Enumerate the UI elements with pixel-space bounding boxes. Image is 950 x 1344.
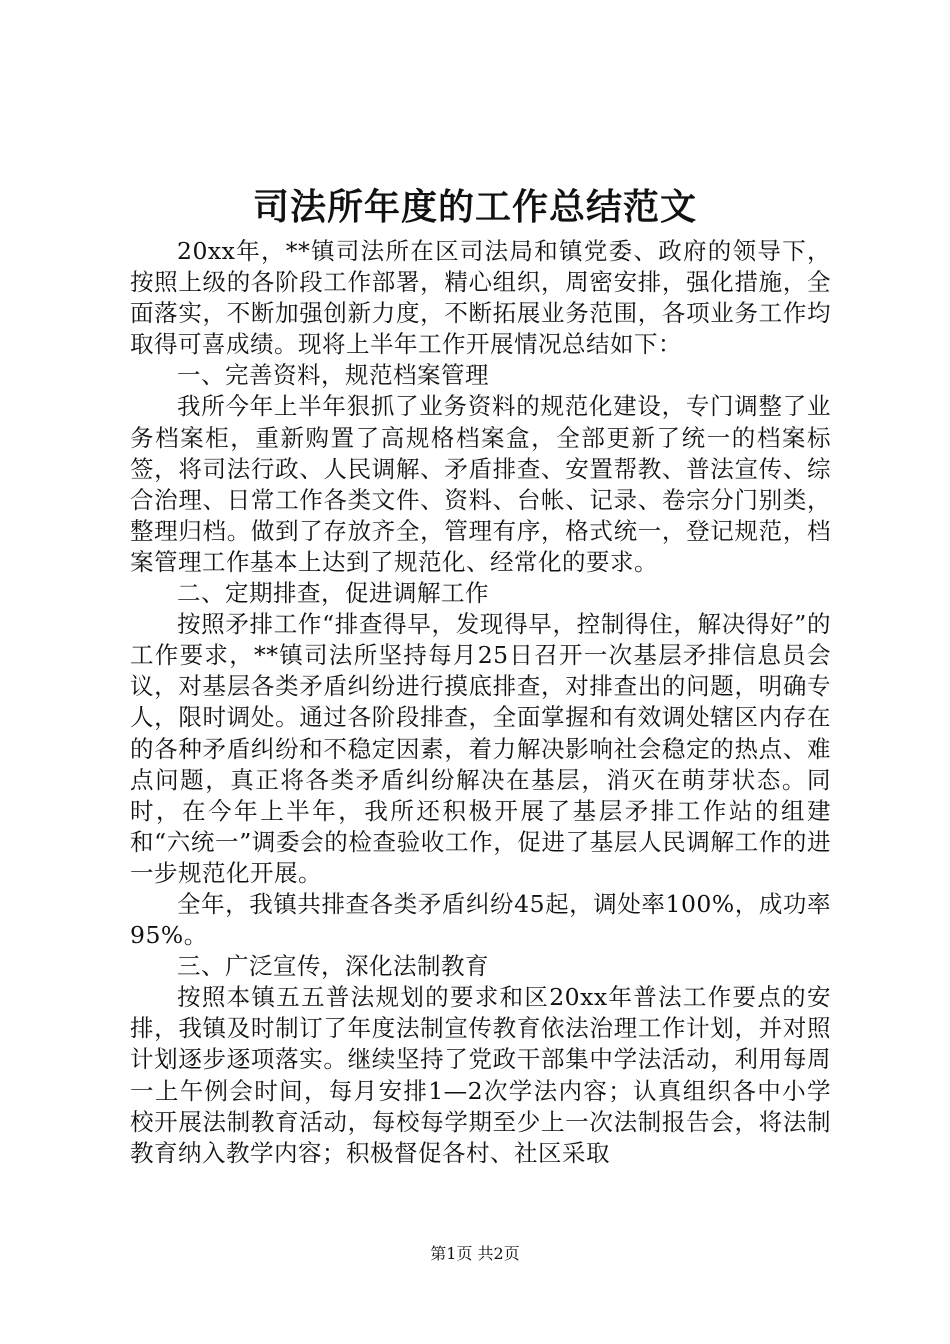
page-footer <box>0 1244 950 1264</box>
document-title: 司法所年度的工作总结范文 <box>252 186 697 228</box>
page-number: 第1页 共2页 <box>430 1244 520 1263</box>
intro-paragraph: 20xx年，**镇司法所在区司法局和镇党委、政府的领导下，按照上级的各阶段工作部署，精心组织，周密安排，强化措施，全面落实，不断加强创新力度，不断拓展业务范围，各项业务工作均取得可喜成绩。现将上半年工作开展情况总结如下： <box>130 237 831 359</box>
section-2-statistics-paragraph: 全年，我镇共排查各类矛盾纠纷45起，调处率100%，成功率95%。 <box>130 889 831 950</box>
document-body <box>130 236 831 1169</box>
section-1-paragraph: 我所今年上半年狠抓了业务资料的规范化建设，专门调整了业务档案柜，重新购置了高规格档案盒，全部更新了统一的档案标签，将司法行政、人民调解、矛盾排查、安置帮教、普法宣传、综合治理、日常工作各类文件、资料、台帐、记录、卷宗分门别类，整理归档。做到了存放齐全，管理有序，格式统一，登记规范，档案管理工作基本上达到了规范化、经常化的要求。 <box>130 392 831 576</box>
section-3-paragraph: 按照本镇五五普法规划的要求和区20xx年普法工作要点的安排，我镇及时制订了年度法制宣传教育依法治理工作计划，并对照计划逐步逐项落实。继续坚持了党政干部集中学法活动，利用每周一上午例会时间，每月安排1—2次学法内容；认真组织各中小学校开展法制教育活动，每校每学期至少上一次法制报告会，将法制教育纳入教学内容；积极督促各村、社区采取 <box>130 983 831 1167</box>
section-2-paragraph: 按照矛排工作“排查得早，发现得早，控制得住，解决得好”的工作要求，**镇司法所坚持每月25日召开一次基层矛排信息员会议，对基层各类矛盾纠纷进行摸底排查，对排查出的问题，明确专人，限时调处。通过各阶段排查，全面掌握和有效调处辖区内存在的各种矛盾纠纷和不稳定因素，着力解决影响社会稳定的热点、难点问题，真正将各类矛盾纠纷解决在基层，消灭在萌芽状态。同时，在今年上半年，我所还积极开展了基层矛排工作站的组建和“六统一”调委会的检查验收工作，促进了基层人民调解工作的进一步规范化开展。 <box>130 610 831 887</box>
section-heading-3: 三、广泛宣传，深化法制教育 <box>177 952 489 981</box>
section-heading-2: 二、定期排查，促进调解工作 <box>177 579 489 608</box>
section-heading-1: 一、完善资料，规范档案管理 <box>177 361 489 390</box>
